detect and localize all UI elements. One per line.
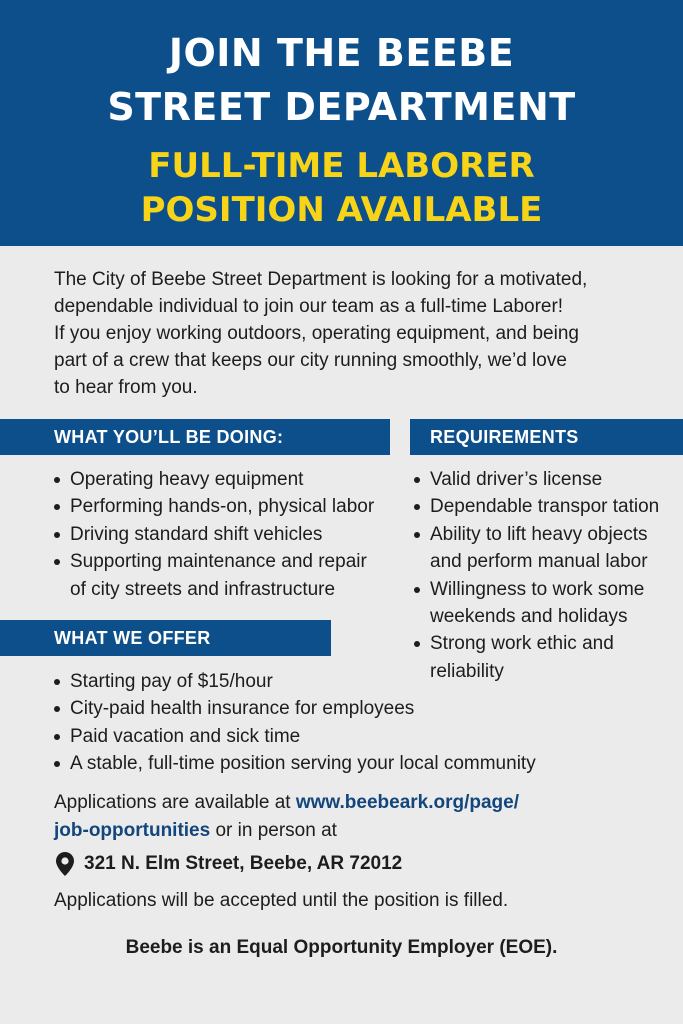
intro-line: to hear from you. (54, 377, 198, 398)
duties-list (54, 466, 374, 603)
list-item (54, 668, 536, 695)
list-item-text: A stable, full-time position serving your local community (70, 753, 536, 775)
offer-heading-bar (0, 620, 331, 656)
address-text: 321 N. Elm Street, Beebe, AR 72012 (84, 853, 403, 874)
list-item (414, 466, 659, 493)
offer-heading: WHAT WE OFFER (54, 628, 211, 648)
header-banner (0, 0, 683, 246)
list-item (54, 466, 374, 493)
duties-heading: WHAT YOU’LL BE DOING: (54, 427, 284, 447)
application-text-end: or in person at (210, 820, 337, 841)
list-item-text: Operating heavy equipment (70, 469, 304, 490)
website-link[interactable]: www.beebeark.org/page/ (295, 792, 520, 813)
list-item (414, 521, 659, 576)
intro-line: If you enjoy working outdoors, operating equipment, and being (54, 323, 579, 344)
list-item (54, 521, 374, 548)
title-line-2: STREET DEPARTMENT (107, 85, 576, 129)
intro-line: dependable individual to join our team as a full-time Laborer! (54, 296, 564, 317)
list-item-text: Supporting maintenance and repair (70, 551, 367, 573)
subtitle-line-1: FULL-TIME LABORER (148, 146, 535, 186)
application-line-2 (54, 817, 519, 845)
eoe-statement: Beebe is an Equal Opportunity Employer (EOE). (125, 937, 558, 958)
list-item (54, 723, 536, 750)
list-item (54, 695, 536, 722)
list-item-text: Strong work ethic and (430, 633, 614, 655)
list-item-text: Dependable transpor tation (430, 496, 660, 518)
list-item (54, 750, 536, 777)
list-item-text: of city streets and infrastructure (70, 578, 336, 600)
list-item (414, 576, 659, 631)
requirements-heading-bar (410, 419, 683, 455)
requirements-list (414, 466, 659, 685)
list-item (54, 493, 374, 520)
requirements-heading: REQUIREMENTS (430, 427, 579, 447)
offer-list (54, 668, 536, 778)
deadline-note: Applications will be accepted until the position is filled. (54, 890, 509, 911)
intro-paragraph (54, 266, 654, 401)
list-item-text: and perform manual labor (430, 551, 648, 573)
list-item-text: Driving standard shift vehicles (70, 523, 323, 545)
intro-line: part of a crew that keeps our city running smoothly, we’d love (54, 350, 567, 371)
list-item (54, 548, 374, 603)
duties-heading-bar (0, 419, 390, 455)
list-item-text: Performing hands-on, physical labor (70, 496, 375, 518)
location-pin-icon (56, 852, 74, 876)
application-text: Applications are available at (54, 792, 296, 813)
list-item-text: Paid vacation and sick time (70, 725, 301, 747)
subtitle-line-2: POSITION AVAILABLE (140, 190, 543, 230)
list-item-text: Willingness to work some (430, 578, 645, 600)
application-line-1 (54, 789, 519, 817)
list-item-text: reliability (430, 660, 504, 682)
website-link-continued[interactable]: job-opportunities (54, 820, 211, 841)
list-item-text: Starting pay of $15/hour (70, 671, 273, 692)
list-item-text: Valid driver’s license (430, 469, 603, 490)
list-item (414, 493, 659, 520)
intro-line: The City of Beebe Street Department is looking for a motivated, (54, 269, 588, 290)
application-info (54, 789, 519, 845)
list-item-text: weekends and holidays (430, 606, 628, 628)
list-item-text: City-paid health insurance for employees (70, 698, 415, 720)
title-line-1: JOIN THE BEEBE (168, 31, 515, 75)
list-item-text: Ability to lift heavy objects (430, 523, 648, 545)
